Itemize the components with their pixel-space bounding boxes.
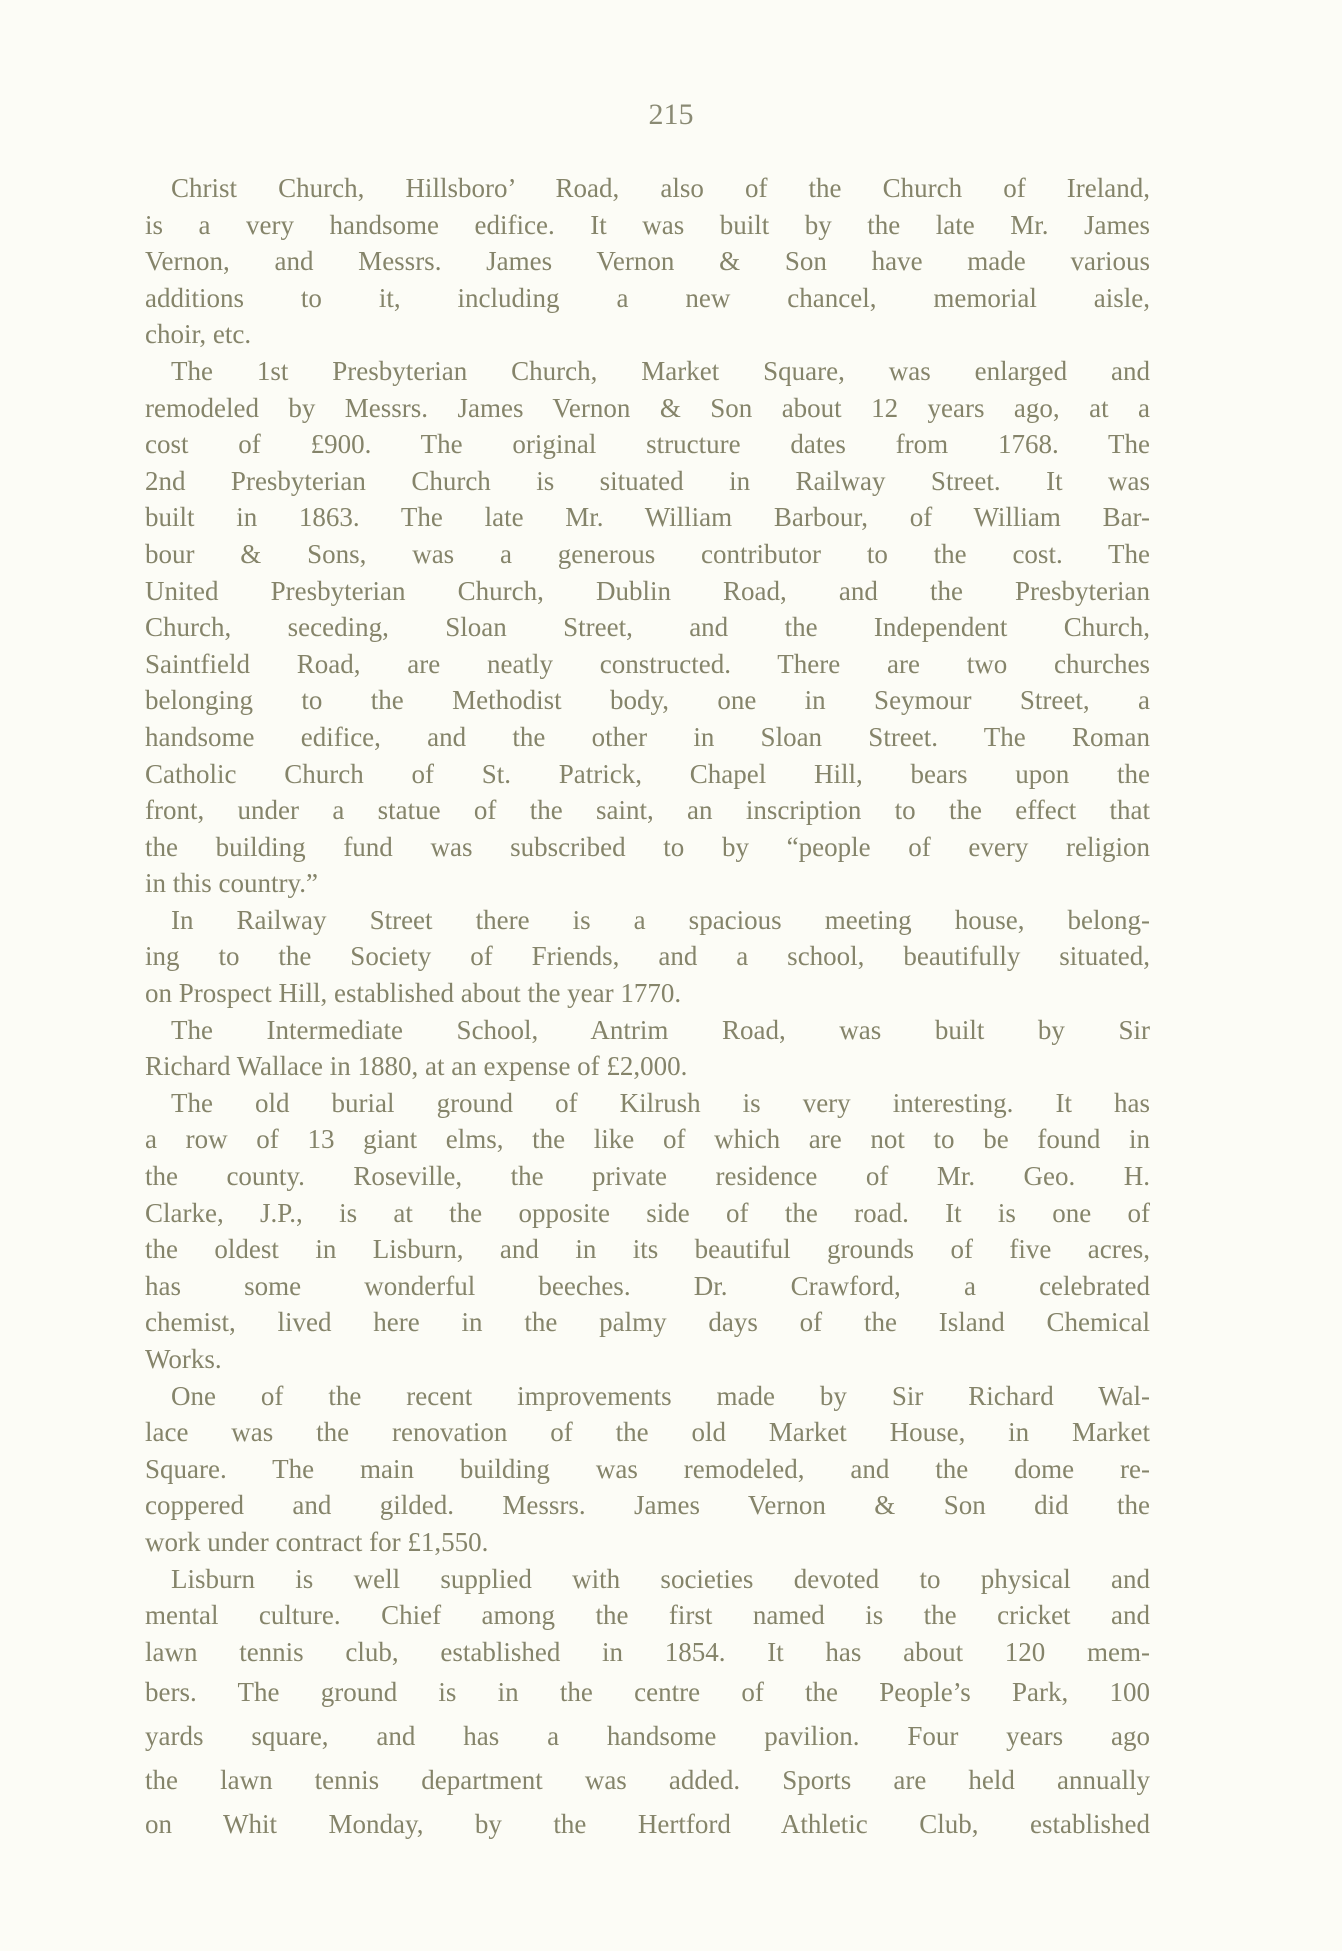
text-line: Richard Wallace in 1880, at an expense of £2,000. — [145, 1051, 688, 1082]
text-line: coppered and gilded. Messrs. James Vernon & Son did the — [145, 1490, 1150, 1521]
text-line: chemist, lived here in the palmy days of the Island Chemical — [145, 1307, 1150, 1338]
text-line: ing to the Society of Friends, and a school, beautifully situated, — [145, 941, 1150, 972]
paragraph — [145, 170, 1150, 353]
text-line: In Railway Street there is a spacious meeting house, belong- — [171, 904, 1150, 935]
text-line: mental culture. Chief among the first named is the cricket and — [145, 1600, 1150, 1631]
text-line: yards square, and has a handsome pavilion. Four years ago — [145, 1721, 1150, 1752]
text-line: cost of £900. The original structure dates from 1768. The — [145, 429, 1150, 460]
text-line: in this country.” — [145, 868, 318, 899]
text-line: The Intermediate School, Antrim Road, was built by Sir — [171, 1014, 1150, 1045]
text-line: lawn tennis club, established in 1854. It has about 120 mem- — [145, 1636, 1150, 1667]
text-line: remodeled by Messrs. James Vernon & Son about 12 years ago, at a — [145, 392, 1150, 423]
body-text — [145, 170, 1150, 1846]
text-line: Lisburn is well supplied with societies devoted to physical and — [171, 1563, 1150, 1594]
text-line: is a very handsome edifice. It was built by the late Mr. James — [145, 209, 1150, 240]
text-line: Square. The main building was remodeled, and the dome re- — [145, 1453, 1150, 1484]
text-line: the county. Roseville, the private residence of Mr. Geo. H. — [145, 1161, 1150, 1192]
text-line: 2nd Presbyterian Church is situated in Railway Street. It was — [145, 465, 1150, 496]
text-line: Saintfield Road, are neatly constructed. There are two churches — [145, 648, 1150, 679]
paragraph — [145, 1012, 1150, 1085]
text-line: the building fund was subscribed to by “people of every religion — [145, 831, 1150, 862]
text-line: additions to it, including a new chancel, memorial aisle, — [145, 282, 1150, 313]
page-number: 215 — [648, 98, 694, 131]
text-line: Works. — [145, 1344, 222, 1374]
text-line: choir, etc. — [145, 319, 252, 350]
text-line: belonging to the Methodist body, one in Seymour Street, a — [145, 685, 1150, 716]
paragraph — [145, 1085, 1150, 1378]
text-line: on Whit Monday, by the Hertford Athletic Club, established — [145, 1809, 1150, 1840]
text-line: a row of 13 giant elms, the like of which are not to be found in — [145, 1124, 1150, 1155]
text-line: The old burial ground of Kilrush is very interesting. It has — [171, 1087, 1150, 1118]
text-line: on Prospect Hill, established about the year 1770. — [145, 978, 682, 1009]
paragraph — [145, 353, 1150, 902]
text-line: One of the recent improvements made by Sir Richard Wal- — [171, 1380, 1150, 1411]
text-line: Clarke, J.P., is at the opposite side of the road. It is one of — [145, 1197, 1150, 1228]
text-line: built in 1863. The late Mr. William Barbour, of William Bar- — [145, 502, 1150, 533]
text-line: has some wonderful beeches. Dr. Crawford, a celebrated — [145, 1270, 1150, 1301]
text-line: handsome edifice, and the other in Sloan Street. The Roman — [145, 721, 1150, 752]
text-line: lace was the renovation of the old Market House, in Market — [145, 1417, 1150, 1448]
text-line: United Presbyterian Church, Dublin Road, and the Presbyterian — [145, 575, 1150, 606]
text-line: Catholic Church of St. Patrick, Chapel Hill, bears upon the — [145, 758, 1150, 789]
paragraph — [145, 902, 1150, 1012]
text-line: bour & Sons, was a generous contributor to the cost. The — [145, 538, 1150, 569]
paragraph — [145, 1378, 1150, 1561]
text-line: Church, seceding, Sloan Street, and the Independent Church, — [145, 612, 1150, 643]
text-line: Vernon, and Messrs. James Vernon & Son have made various — [145, 246, 1150, 277]
text-line: the oldest in Lisburn, and in its beautiful grounds of five acres, — [145, 1234, 1150, 1265]
text-line: bers. The ground is in the centre of the People’s Park, 100 — [145, 1677, 1150, 1708]
text-line: Christ Church, Hillsboro’ Road, also of the Church of Ireland, — [171, 173, 1150, 203]
paragraph — [145, 1561, 1150, 1847]
text-line: The 1st Presbyterian Church, Market Square, was enlarged and — [171, 355, 1150, 386]
text-line: front, under a statue of the saint, an inscription to the effect that — [145, 795, 1150, 826]
text-line: work under contract for £1,550. — [145, 1526, 489, 1557]
text-line: the lawn tennis department was added. Sports are held annually — [145, 1765, 1150, 1796]
